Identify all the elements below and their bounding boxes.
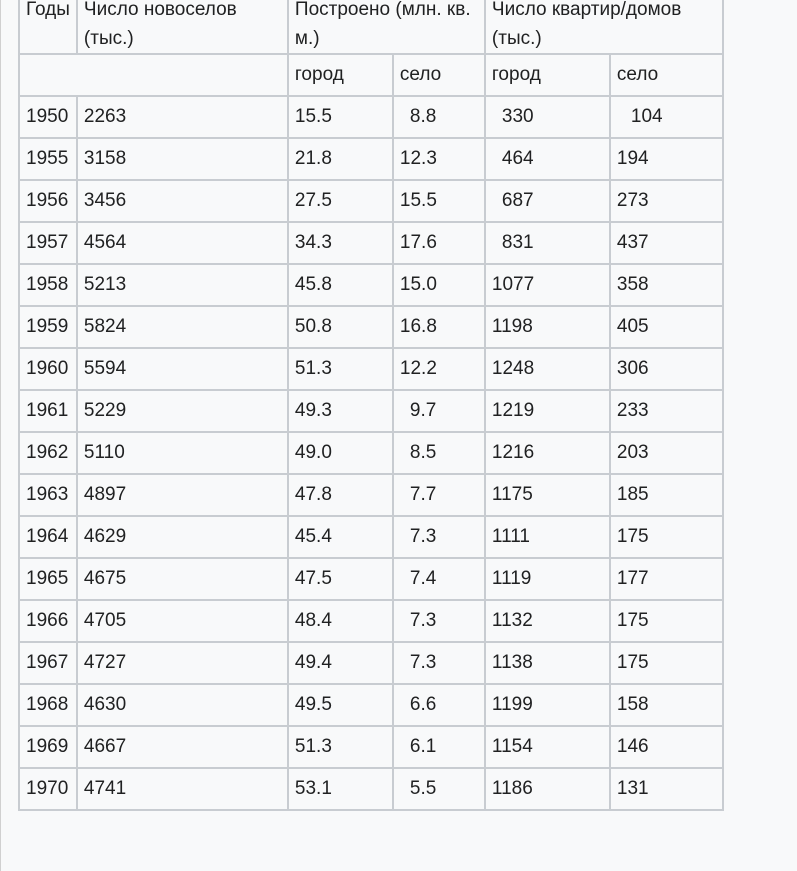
cell-year: 1961 — [19, 390, 77, 432]
cell-built-city: 15.5 — [288, 96, 393, 138]
cell-built-village: 15.0 — [393, 264, 485, 306]
cell-apt-village: 175 — [610, 516, 723, 558]
cell-settlers: 4675 — [77, 558, 288, 600]
cell-settlers: 4741 — [77, 768, 288, 810]
cell-built-village: 6.6 — [393, 684, 485, 726]
cell-apt-city: 1077 — [485, 264, 610, 306]
page-left-border — [0, 0, 1, 871]
cell-built-village: 5.5 — [393, 768, 485, 810]
cell-built-village: 7.7 — [393, 474, 485, 516]
cell-apt-village: 177 — [610, 558, 723, 600]
table-row — [19, 348, 723, 390]
cell-settlers: 5110 — [77, 432, 288, 474]
cell-apt-city: 1219 — [485, 390, 610, 432]
cell-built-city: 34.3 — [288, 222, 393, 264]
cell-built-village: 7.4 — [393, 558, 485, 600]
cell-apt-village: 158 — [610, 684, 723, 726]
cell-built-village: 17.6 — [393, 222, 485, 264]
cell-apt-village: 306 — [610, 348, 723, 390]
table-row — [19, 516, 723, 558]
cell-year: 1967 — [19, 642, 77, 684]
cell-apt-city: 1175 — [485, 474, 610, 516]
cell-built-village: 12.3 — [393, 138, 485, 180]
subheader-built-village: село — [393, 54, 485, 96]
table-row — [19, 96, 723, 138]
cell-settlers: 4630 — [77, 684, 288, 726]
table-row — [19, 264, 723, 306]
cell-year: 1969 — [19, 726, 77, 768]
cell-year: 1956 — [19, 180, 77, 222]
cell-built-village: 7.3 — [393, 516, 485, 558]
cell-year: 1960 — [19, 348, 77, 390]
table-row — [19, 306, 723, 348]
table-row — [19, 138, 723, 180]
cell-built-city: 45.8 — [288, 264, 393, 306]
cell-built-city: 50.8 — [288, 306, 393, 348]
cell-apt-city: 330 — [485, 96, 610, 138]
cell-built-city: 51.3 — [288, 726, 393, 768]
cell-built-city: 49.0 — [288, 432, 393, 474]
cell-settlers: 4705 — [77, 600, 288, 642]
cell-year: 1958 — [19, 264, 77, 306]
cell-apt-city: 1198 — [485, 306, 610, 348]
cell-built-city: 48.4 — [288, 600, 393, 642]
table-row — [19, 432, 723, 474]
cell-apt-village: 233 — [610, 390, 723, 432]
cell-built-village: 12.2 — [393, 348, 485, 390]
cell-built-city: 49.5 — [288, 684, 393, 726]
cell-apt-village: 358 — [610, 264, 723, 306]
cell-year: 1957 — [19, 222, 77, 264]
cell-settlers: 2263 — [77, 96, 288, 138]
cell-settlers: 5213 — [77, 264, 288, 306]
header-years: Годы — [19, 0, 77, 54]
cell-apt-village: 131 — [610, 768, 723, 810]
cell-built-village: 8.5 — [393, 432, 485, 474]
cell-year: 1963 — [19, 474, 77, 516]
header-settlers: Число новоселов (тыс.) — [77, 0, 288, 54]
cell-built-village: 16.8 — [393, 306, 485, 348]
cell-apt-city: 1132 — [485, 600, 610, 642]
cell-built-city: 51.3 — [288, 348, 393, 390]
cell-built-village: 7.3 — [393, 600, 485, 642]
cell-apt-village: 175 — [610, 600, 723, 642]
cell-year: 1955 — [19, 138, 77, 180]
table-row — [19, 390, 723, 432]
cell-year: 1966 — [19, 600, 77, 642]
cell-apt-city: 1154 — [485, 726, 610, 768]
cell-apt-village: 146 — [610, 726, 723, 768]
cell-settlers: 4727 — [77, 642, 288, 684]
table-row — [19, 180, 723, 222]
cell-settlers: 3158 — [77, 138, 288, 180]
cell-apt-city: 464 — [485, 138, 610, 180]
cell-settlers: 4564 — [77, 222, 288, 264]
cell-built-city: 47.8 — [288, 474, 393, 516]
cell-settlers: 5594 — [77, 348, 288, 390]
subheader-empty — [19, 54, 288, 96]
subheader-built-city: город — [288, 54, 393, 96]
cell-built-city: 47.5 — [288, 558, 393, 600]
cell-built-village: 8.8 — [393, 96, 485, 138]
cell-year: 1964 — [19, 516, 77, 558]
table-row — [19, 642, 723, 684]
header-apartments: Число квартир/домов (тыс.) — [485, 0, 723, 54]
cell-apt-city: 831 — [485, 222, 610, 264]
table-row — [19, 222, 723, 264]
cell-apt-village: 203 — [610, 432, 723, 474]
subheader-apt-city: город — [485, 54, 610, 96]
header-row — [19, 0, 723, 54]
cell-settlers: 5824 — [77, 306, 288, 348]
header-built: Построено (млн. кв. м.) — [288, 0, 485, 54]
cell-apt-city: 687 — [485, 180, 610, 222]
table-row — [19, 768, 723, 810]
cell-year: 1965 — [19, 558, 77, 600]
cell-apt-city: 1119 — [485, 558, 610, 600]
table-row — [19, 684, 723, 726]
cell-year: 1968 — [19, 684, 77, 726]
cell-apt-village: 175 — [610, 642, 723, 684]
cell-apt-city: 1248 — [485, 348, 610, 390]
table-row — [19, 474, 723, 516]
cell-built-village: 9.7 — [393, 390, 485, 432]
cell-settlers: 4667 — [77, 726, 288, 768]
cell-built-city: 49.4 — [288, 642, 393, 684]
cell-settlers: 4629 — [77, 516, 288, 558]
cell-built-village: 6.1 — [393, 726, 485, 768]
cell-year: 1959 — [19, 306, 77, 348]
cell-apt-village: 273 — [610, 180, 723, 222]
subheader-row — [19, 54, 723, 96]
cell-apt-village: 437 — [610, 222, 723, 264]
cell-apt-village: 194 — [610, 138, 723, 180]
cell-built-city: 27.5 — [288, 180, 393, 222]
cell-apt-city: 1111 — [485, 516, 610, 558]
subheader-apt-village: село — [610, 54, 723, 96]
cell-year: 1950 — [19, 96, 77, 138]
housing-table — [18, 0, 724, 811]
cell-built-village: 15.5 — [393, 180, 485, 222]
cell-settlers: 3456 — [77, 180, 288, 222]
cell-apt-village: 185 — [610, 474, 723, 516]
cell-settlers: 4897 — [77, 474, 288, 516]
table-container — [5, 0, 792, 871]
cell-built-village: 7.3 — [393, 642, 485, 684]
cell-apt-village: 405 — [610, 306, 723, 348]
table-row — [19, 600, 723, 642]
cell-built-city: 45.4 — [288, 516, 393, 558]
cell-apt-city: 1186 — [485, 768, 610, 810]
cell-apt-city: 1199 — [485, 684, 610, 726]
table-row — [19, 726, 723, 768]
cell-settlers: 5229 — [77, 390, 288, 432]
cell-apt-city: 1138 — [485, 642, 610, 684]
cell-apt-city: 1216 — [485, 432, 610, 474]
cell-year: 1962 — [19, 432, 77, 474]
cell-built-city: 53.1 — [288, 768, 393, 810]
cell-apt-village: 104 — [610, 96, 723, 138]
table-row — [19, 558, 723, 600]
cell-built-city: 49.3 — [288, 390, 393, 432]
cell-year: 1970 — [19, 768, 77, 810]
cell-built-city: 21.8 — [288, 138, 393, 180]
